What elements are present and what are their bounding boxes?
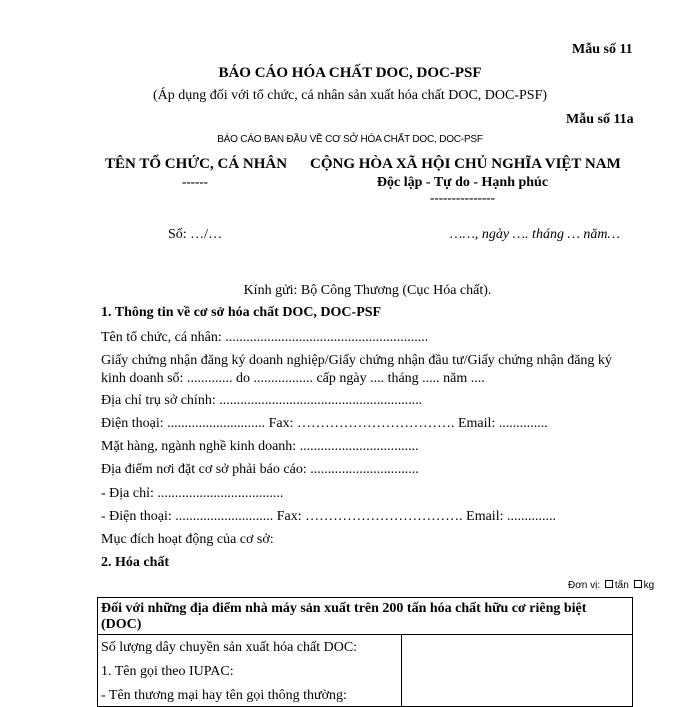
table-row: Số lượng dây chuyền sản xuất hóa chất DOC:	[101, 640, 358, 655]
report-subtitle: (Áp dụng đối với tổ chức, cá nhân sản xuất hóa chất DOC, DOC-PSF)	[152, 88, 548, 103]
org-separator: ------	[182, 174, 208, 189]
location-address: - Địa chỉ: ....................................	[101, 486, 284, 501]
business-line: Mặt hàng, ngành nghề kinh doanh: ..................................	[101, 439, 419, 454]
document-number: Số: …/…	[168, 227, 223, 242]
chemical-table	[97, 597, 633, 707]
unit-ton-label: tấn	[614, 580, 629, 591]
contact-line: Điện thoại: ............................ Fax: ……………………………. Email: ..............	[101, 416, 548, 431]
recipient: Kính gửi: Bộ Công Thương (Cục Hóa chất).	[243, 283, 492, 298]
table-header-line-2: (DOC)	[101, 617, 142, 632]
head-office-address: Địa chỉ trụ sở chính: ..........................................................	[101, 393, 423, 408]
table-header-line-1: Đối với những địa điểm nhà máy sản xuất trên 200 tấn hóa chất hữu cơ riêng biệt	[101, 601, 587, 616]
section2-heading: 2. Hóa chất	[101, 555, 170, 570]
form-number: Mẫu số 11	[572, 42, 633, 57]
unit-kg-checkbox[interactable]	[634, 580, 642, 588]
location-contact: - Điện thoại: ............................ Fax: ……………………………. Email: ..............	[101, 509, 556, 524]
org-name-heading: TÊN TỔ CHỨC, CÁ NHÂN	[105, 156, 288, 172]
nation-separator: ---------------	[430, 190, 495, 205]
section1-heading: 1. Thông tin về cơ sở hóa chất DOC, DOC-PSF	[101, 305, 382, 320]
operation-purpose: Mục đích hoạt động của cơ sở:	[101, 532, 274, 547]
table-column-divider	[401, 634, 402, 706]
certificate-line-1: Giấy chứng nhận đăng ký doanh nghiệp/Giấy chứng nhận đầu tư/Giấy chứng nhận đăng ký	[101, 353, 612, 368]
date-line: ……, ngày …. tháng … năm…	[450, 227, 620, 242]
unit-label: Đơn vị:	[568, 580, 601, 591]
nation-name: CỘNG HÒA XÃ HỘI CHỦ NGHĨA VIỆT NAM	[310, 156, 621, 172]
form-number-sub: Mẫu số 11a	[566, 112, 634, 127]
org-name-field: Tên tổ chức, cá nhân: ..........................................................	[101, 330, 429, 345]
unit-kg-label: kg	[643, 580, 655, 591]
unit-selector	[568, 580, 654, 592]
certificate-line-2: kinh doanh số: ............. do ................. cấp ngày .... tháng ..... năm ....	[101, 371, 485, 386]
unit-ton-checkbox[interactable]	[605, 580, 613, 588]
table-header-row	[98, 598, 632, 635]
report-title: BÁO CÁO HÓA CHẤT DOC, DOC-PSF	[218, 65, 482, 81]
nation-motto: Độc lập - Tự do - Hạnh phúc	[376, 175, 549, 190]
reporting-location: Địa điểm nơi đặt cơ sở phải báo cáo: ...............................	[101, 462, 419, 477]
report-heading: BÁO CÁO BAN ĐẦU VỀ CƠ SỞ HÓA CHẤT DOC, DOC-PSF	[217, 134, 483, 145]
table-row: 1. Tên gọi theo IUPAC:	[101, 664, 234, 679]
table-row: - Tên thương mại hay tên gọi thông thường:	[101, 688, 347, 703]
